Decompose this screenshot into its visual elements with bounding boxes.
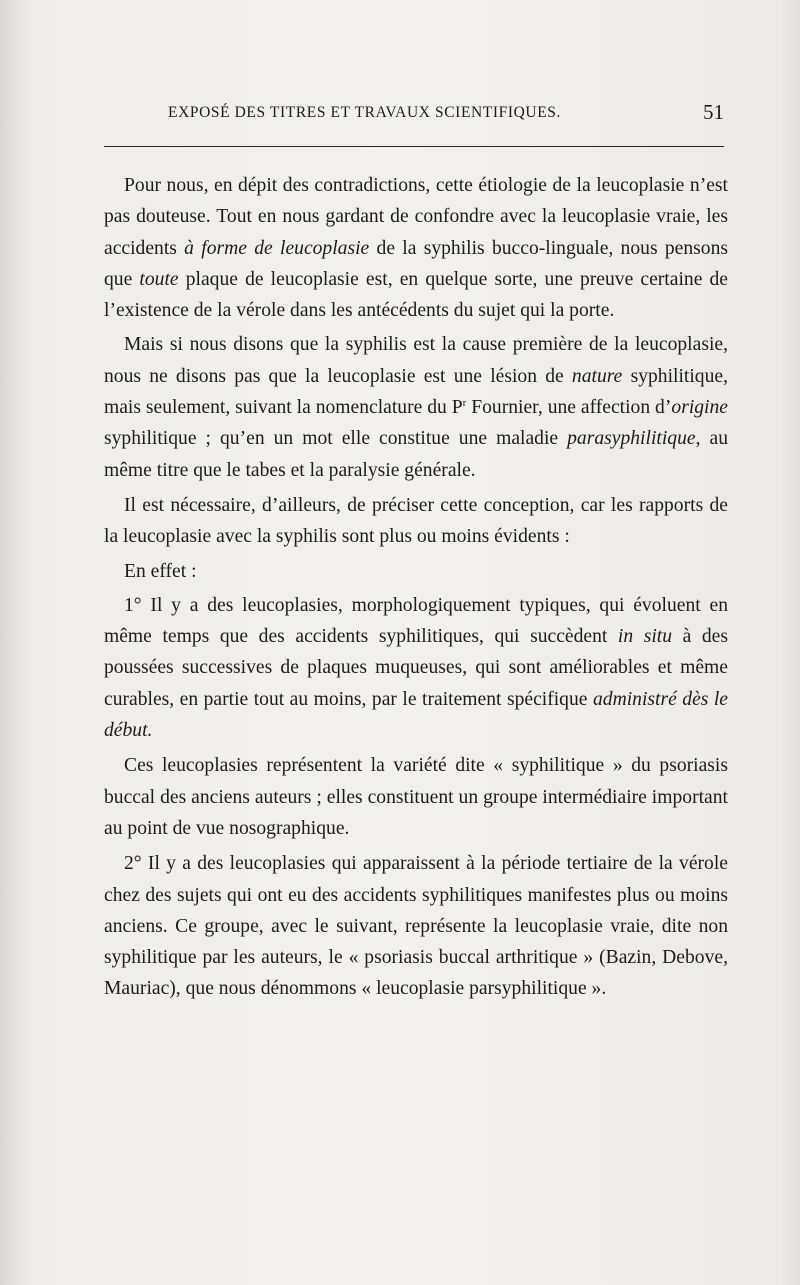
paragraph-2 xyxy=(104,329,728,485)
paragraph-4: En effet : xyxy=(124,560,197,582)
page-header xyxy=(104,100,724,130)
p2-italic-origine: origine xyxy=(671,397,728,419)
p2-text-a: Mais si nous disons que la syphilis est la cause première de la leucoplasie, nous ne disons pas que la leucoplasie est une lésion de xyxy=(104,334,728,387)
header-rule xyxy=(104,146,724,147)
page-number: 51 xyxy=(703,100,724,124)
running-title: EXPOSÉ DES TITRES ET TRAVAUX SCIENTIFIQUES. xyxy=(168,104,561,121)
p5-italic-in-situ: in situ xyxy=(617,626,673,648)
p1-italic-forme: à forme de leucoplasie xyxy=(184,237,370,259)
paragraph-1 xyxy=(104,170,728,326)
paragraph-6: Ces leucoplasies représentent la variété dite « syphilitique » du psoriasis buccal des anciens auteurs ; elles constituent un groupe intermédiaire important au point de vue nosographique. xyxy=(104,755,728,839)
p1-text-e: plaque de leucoplasie est, en quelque sorte, une preuve certaine de l’existence de la vérole dans les antécédents du sujet qui la porte. xyxy=(104,268,728,322)
body-text xyxy=(104,170,728,1005)
p2-text-c: syphilitique, mais seulement, suivant la nomenclature du P xyxy=(104,365,728,419)
p2-italic-nature: nature xyxy=(571,365,623,387)
p5-text-c: à des poussées successives de plaques muqueuses, qui sont améliorables et même curables, en partie tout au moins, par le traitement spécifique xyxy=(104,626,728,710)
paragraph-5 xyxy=(104,590,728,746)
p2-text-f: syphilitique ; qu’en un mot elle constitue une maladie xyxy=(104,428,568,450)
p1-text-c: de la syphilis bucco-linguale, nous pensons que xyxy=(104,237,728,290)
paragraph-7: 2° Il y a des leucoplasies qui apparaissent à la période tertiaire de la vérole chez des sujets qui ont eu des accidents syphilitiques manifestes plus ou moins anciens. Ce groupe, avec le suivant, représente la leucoplasie vraie, dite non syphilitique par les auteurs, le « psoriasis buccal arthritique » (Bazin, Debove, Mauriac), que nous dénommons « leucoplasie parsyphilitique ». xyxy=(104,853,728,1000)
p2-text-d: Fournier, une affection d’ xyxy=(466,397,672,419)
p1-text-a: Pour nous, en dépit des contradictions, cette étiologie de la leucoplasie n’est pas douteuse. Tout en nous gardant de confondre avec la leucoplasie vraie, les accidents xyxy=(104,175,728,259)
paragraph-3: Il est nécessaire, d’ailleurs, de préciser cette conception, car les rapports de la leucoplasie avec la syphilis sont plus ou moins évidents : xyxy=(104,494,728,548)
p5-italic-administre: administré dès le début. xyxy=(104,688,729,742)
p5-text-a: 1° Il y a des leucoplasies, morphologiquement typiques, qui évoluent en même temps que des accidents syphilitiques, qui succèdent xyxy=(104,594,728,648)
p2-text-h: , au même titre que le tabes et la paralysie générale. xyxy=(104,428,728,481)
p1-italic-toute: toute xyxy=(139,268,179,290)
p2-italic-parasyphilitique: parasyphilitique xyxy=(567,428,696,450)
p2-superscript: r xyxy=(462,397,467,410)
